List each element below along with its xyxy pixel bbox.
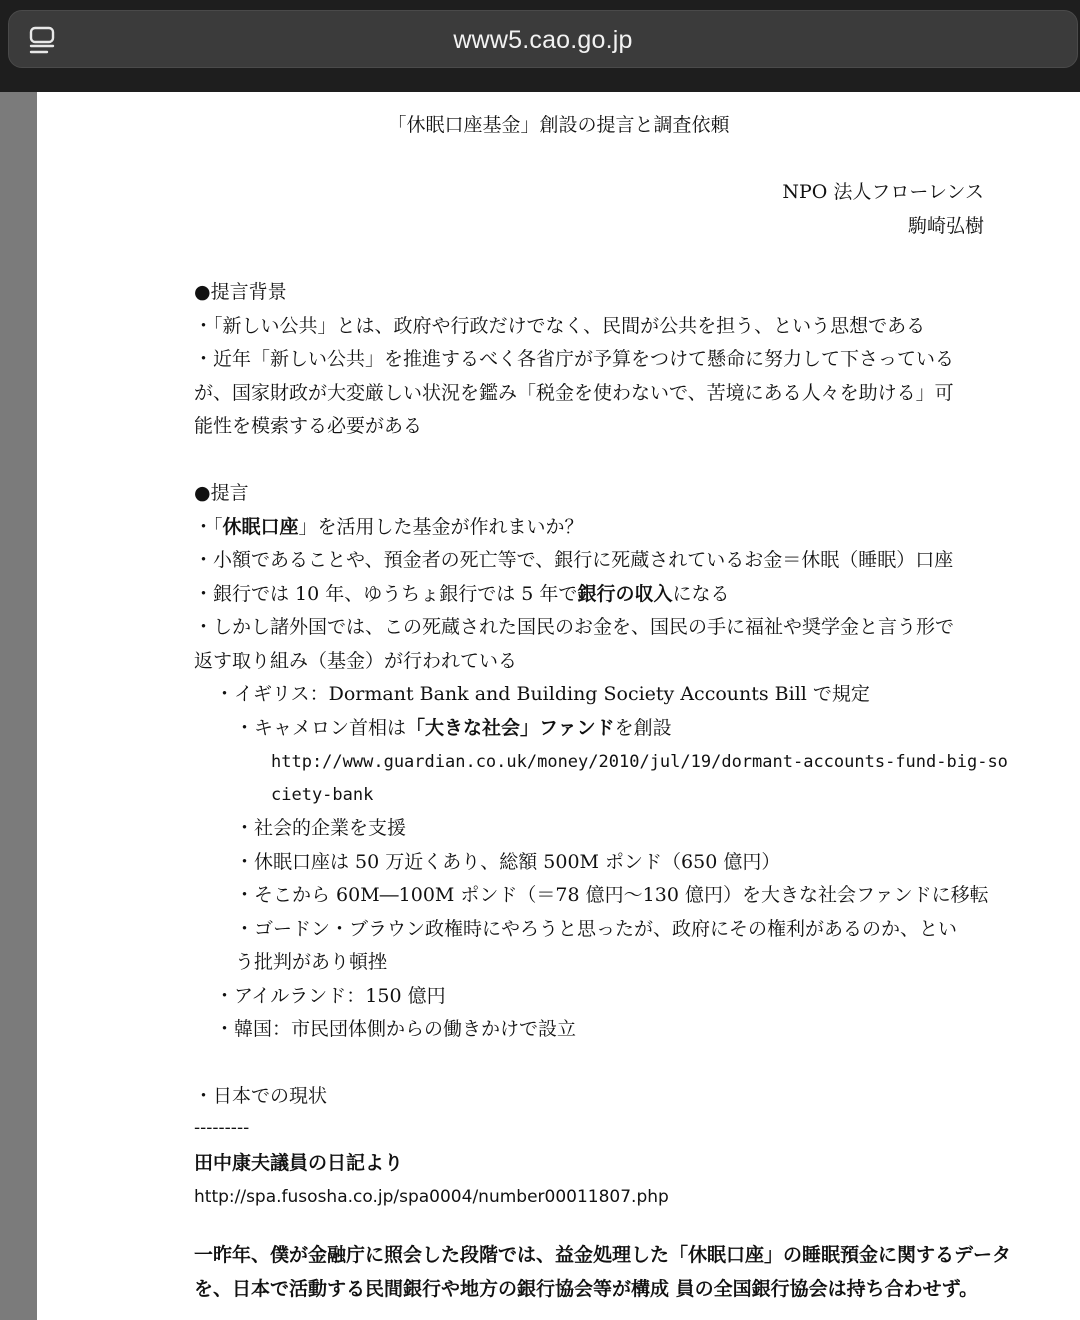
list-item: ・キャメロン首相は「大きな社会」ファンドを創設 <box>235 717 672 739</box>
document-viewer[interactable] <box>0 92 1080 1320</box>
list-item: ・社会的企業を支援 <box>235 817 407 839</box>
emphasis-text: 銀行の収入 <box>577 583 673 605</box>
organization-name: NPO 法人フローレンス <box>782 181 984 203</box>
section-heading-background: ●提言背景 <box>194 281 287 303</box>
paragraph-line: が、国家財政が大変厳しい状況を鑑み「税金を使わないで、苦境にある人々を助ける」可 <box>194 382 954 404</box>
paragraph-line: ・「新しい公共」とは、政府や行政だけでなく、民間が公共を担う、という思想である <box>194 315 926 337</box>
document-page <box>37 92 1080 1320</box>
paragraph-line: ・近年「新しい公共」を推進するべく各省庁が予算をつけて懸命に努力して下さっている <box>194 348 955 370</box>
reference-link[interactable]: http://www.guardian.co.uk/money/2010/jul/19/dormant-accounts-fund-big-so <box>271 752 1008 772</box>
list-item-uk: ・イギリス：Dormant Bank and Building Society Accounts Bill で規定 <box>215 683 870 705</box>
quote-line: を、日本で活動する民間銀行や地方の銀行協会等が構成 員の全国銀行協会は持ち合わせず。 <box>194 1278 979 1300</box>
emphasis-text: 休眠口座 <box>222 516 299 538</box>
section-heading-japan: ・日本での現状 <box>194 1085 328 1107</box>
paragraph-line: ・「休眠口座」を活用した基金が作れまいか？ <box>194 516 584 538</box>
list-item: ・そこから 60M―100M ポンド（＝78 億円～130 億円）を大きな社会ファンドに移転 <box>235 884 989 906</box>
diary-heading: 田中康夫議員の日記より <box>194 1152 404 1174</box>
diary-link[interactable]: http://spa.fusosha.co.jp/spa0004/number00011807.php <box>194 1187 669 1207</box>
section-heading-proposal: ●提言 <box>194 482 249 504</box>
address-bar[interactable] <box>8 10 1078 68</box>
paragraph-line: ・小額であることや、預金者の死亡等で、銀行に死蔵されているお金＝休眠（睡眠）口座 <box>194 549 954 571</box>
paragraph-line: 能性を模索する必要がある <box>194 415 423 437</box>
list-item-ireland: ・アイルランド：150 億円 <box>215 985 446 1007</box>
paragraph-line: ・しかし諸外国では、この死蔵された国民のお金を、国民の手に福祉や奨学金と言う形で <box>194 616 955 638</box>
emphasis-text: 「大きな社会」ファンド <box>406 717 615 739</box>
separator-dashes: --------- <box>194 1118 250 1138</box>
list-item-continued: う批判があり頓挫 <box>235 951 388 973</box>
url-text: www5.cao.go.jp <box>453 26 633 54</box>
quote-line: 一昨年、僕が金融庁に照会した段階では、益金処理した「休眠口座」の睡眠預金に関するデータ <box>194 1244 1012 1266</box>
document-title: 「休眠口座基金」創設の提言と調査依頼 <box>387 114 730 136</box>
paragraph-line: 返す取り組み（基金）が行われている <box>194 650 518 672</box>
browser-toolbar <box>0 0 1080 92</box>
reference-link-continued[interactable]: ciety-bank <box>271 785 374 805</box>
list-item: ・休眠口座は 50 万近くあり、総額 500M ポンド（650 億円） <box>235 851 781 873</box>
list-item-korea: ・韓国：市民団体側からの働きかけで設立 <box>215 1018 577 1040</box>
list-item: ・ゴードン・ブラウン政権時にやろうと思ったが、政府にその権利があるのか、とい <box>235 918 958 940</box>
paragraph-line: ・銀行では 10 年、ゆうちょ銀行では 5 年で銀行の収入になる <box>194 583 730 605</box>
author-name: 駒崎弘樹 <box>907 215 984 237</box>
